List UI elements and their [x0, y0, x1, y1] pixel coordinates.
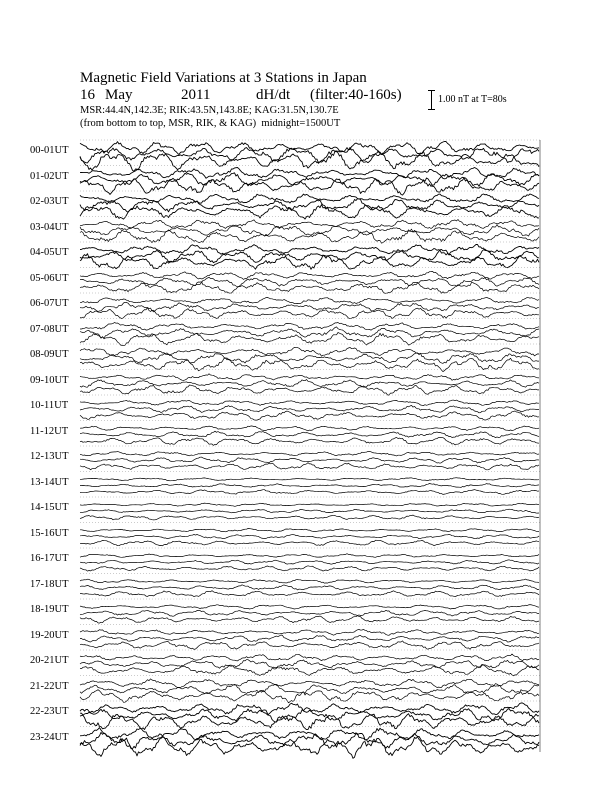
order-text: (from bottom to top, MSR, RIK, & KAG): [80, 118, 257, 129]
date-year: 2011: [181, 87, 211, 103]
hour-label-22-23UT: 22-23UT: [30, 706, 69, 717]
hour-label-19-20UT: 19-20UT: [30, 629, 69, 641]
hour-label-15-16UT: 15-16UT: [30, 527, 69, 539]
hour-label-03-04UT: 03-04UT: [30, 221, 69, 233]
trace-MSR-12-13UT: [80, 463, 539, 470]
hour-label-14-15UT: 14-15UT: [30, 502, 69, 513]
hour-label-06-07UT: 06-07UT: [30, 298, 69, 309]
hour-label-05-06UT: 05-06UT: [30, 272, 69, 284]
trace-RIK-12-13UT: [80, 457, 539, 463]
trace-KAG-15-16UT: [80, 529, 539, 532]
hour-label-02-03UT: 02-03UT: [30, 196, 69, 207]
trace-MSR-17-18UT: [80, 591, 539, 597]
trace-KAG-07-08UT: [80, 323, 539, 331]
trace-RIK-03-04UT: [80, 225, 539, 237]
trace-MSR-07-08UT: [80, 333, 539, 346]
trace-KAG-04-05UT: [80, 245, 539, 255]
trace-MSR-04-05UT: [80, 254, 539, 270]
trace-RIK-04-05UT: [80, 249, 539, 263]
trace-KAG-16-17UT: [80, 554, 539, 558]
trace-RIK-19-20UT: [80, 635, 539, 642]
trace-MSR-20-21UT: [80, 664, 539, 675]
trace-MSR-13-14UT: [80, 490, 539, 495]
trace-KAG-05-06UT: [80, 271, 539, 279]
hour-label-16-17UT: 16-17UT: [30, 553, 69, 564]
chart-title: Magnetic Field Variations at 3 Stations in Japan: [80, 70, 367, 86]
hour-label-08-09UT: 08-09UT: [30, 349, 69, 360]
date-day: 16: [80, 87, 95, 103]
hour-label-23-24UT: 23-24UT: [30, 731, 69, 743]
trace-RIK-11-12UT: [80, 431, 539, 438]
trace-MSR-19-20UT: [80, 641, 539, 650]
trace-MSR-11-12UT: [80, 437, 539, 445]
hour-label-18-19UT: 18-19UT: [30, 604, 69, 615]
trace-KAG-19-20UT: [80, 629, 539, 635]
trace-MSR-10-11UT: [80, 411, 539, 420]
trace-KAG-09-10UT: [80, 374, 539, 381]
stations-line: MSR:44.4N,142.3E; RIK:43.5N,143.8E; KAG:31.5N,130.7E: [80, 105, 339, 116]
trace-MSR-16-17UT: [80, 566, 539, 571]
date-month: May: [105, 87, 133, 103]
trace-MSR-14-15UT: [80, 515, 539, 520]
trace-RIK-14-15UT: [80, 509, 539, 513]
filter-label: (filter:40-160s): [310, 87, 402, 103]
trace-KAG-11-12UT: [80, 426, 539, 431]
hour-label-11-12UT: 11-12UT: [30, 425, 69, 437]
trace-KAG-06-07UT: [80, 297, 539, 303]
trace-RIK-13-14UT: [80, 484, 539, 488]
trace-KAG-20-21UT: [80, 654, 539, 661]
trace-RIK-10-11UT: [80, 405, 539, 412]
trace-KAG-14-15UT: [80, 503, 539, 506]
hour-label-07-08UT: 07-08UT: [30, 323, 69, 335]
hour-label-01-02UT: 01-02UT: [30, 170, 69, 182]
trace-RIK-20-21UT: [80, 660, 539, 669]
trace-MSR-06-07UT: [80, 307, 539, 318]
hour-label-13-14UT: 13-14UT: [30, 476, 69, 488]
trace-KAG-21-22UT: [80, 679, 539, 688]
midnight-text: midnight=1500UT: [261, 118, 341, 129]
trace-MSR-01-02UT: [80, 178, 539, 195]
hour-label-00-01UT: 00-01UT: [30, 145, 69, 156]
hour-label-21-22UT: 21-22UT: [30, 680, 69, 692]
trace-RIK-00-01UT: [80, 148, 539, 164]
trace-KAG-03-04UT: [80, 220, 539, 229]
trace-RIK-18-19UT: [80, 610, 539, 616]
trace-RIK-16-17UT: [80, 560, 539, 564]
trace-KAG-01-02UT: [80, 168, 539, 179]
trace-MSR-15-16UT: [80, 540, 539, 546]
trace-RIK-23-24UT: [80, 732, 539, 748]
trace-RIK-06-07UT: [80, 302, 539, 312]
trace-KAG-10-11UT: [80, 400, 539, 406]
quantity-label: dH/dt: [256, 87, 291, 103]
trace-RIK-17-18UT: [80, 585, 539, 590]
trace-RIK-15-16UT: [80, 535, 539, 539]
hour-label-09-10UT: 09-10UT: [30, 374, 69, 386]
hour-label-20-21UT: 20-21UT: [30, 655, 69, 666]
trace-KAG-13-14UT: [80, 478, 539, 481]
trace-MSR-05-06UT: [80, 282, 539, 294]
trace-MSR-22-23UT: [80, 713, 539, 729]
trace-RIK-08-09UT: [80, 353, 539, 364]
hour-label-12-13UT: 12-13UT: [30, 451, 69, 462]
trace-RIK-09-10UT: [80, 380, 539, 388]
trace-MSR-09-10UT: [80, 385, 539, 395]
trace-MSR-03-04UT: [80, 229, 539, 243]
trace-KAG-18-19UT: [80, 605, 539, 609]
trace-RIK-07-08UT: [80, 327, 539, 338]
trace-KAG-17-18UT: [80, 579, 539, 583]
hour-label-04-05UT: 04-05UT: [30, 247, 69, 258]
hour-label-10-11UT: 10-11UT: [30, 400, 69, 411]
scale-label: 1.00 nT at T=80s: [438, 94, 507, 105]
hour-label-17-18UT: 17-18UT: [30, 578, 69, 590]
trace-MSR-18-19UT: [80, 616, 539, 623]
trace-KAG-08-09UT: [80, 347, 539, 356]
trace-KAG-12-13UT: [80, 451, 539, 456]
